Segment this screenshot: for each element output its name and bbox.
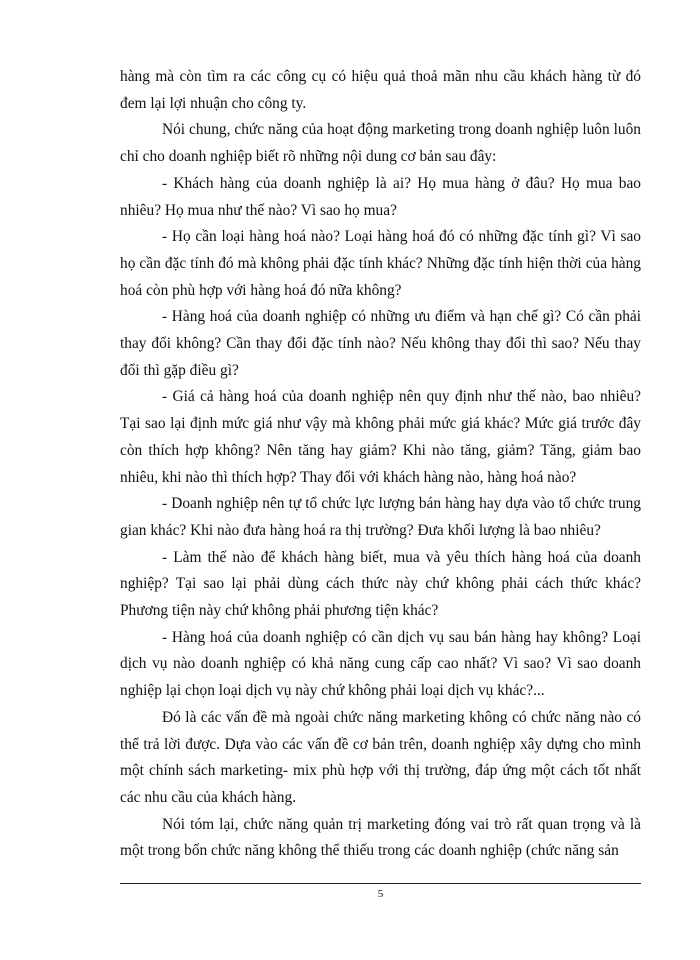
paragraph-question-product-type: - Họ cần loại hàng hoá nào? Loại hàng hoá đó có những đặc tính gì? Vì sao họ cần đặc tính đó mà không phải đặc tính khác? Những đặc tính hiện thời của hàng hoá còn phù hợp với hàng hoá đó nữa không? bbox=[120, 228, 641, 299]
body-text bbox=[120, 64, 641, 865]
paragraph-question-distribution: - Doanh nghiệp nên tự tổ chức lực lượng bán hàng hay dựa vào tổ chức trung gian khác? Khi nào đưa hàng hoá ra thị trường? Đưa khối lượng là bao nhiêu? bbox=[120, 495, 641, 539]
paragraph-question-strengths: - Hàng hoá của doanh nghiệp có những ưu điểm và hạn chế gì? Có cần phải thay đổi không? Cần thay đổi đặc tính nào? Nếu không thay đổi thì sao? Nếu thay đổi thì gặp điều gì? bbox=[120, 308, 641, 379]
paragraph-intro: Nói chung, chức năng của hoạt động marketing trong doanh nghiệp luôn luôn chỉ cho doanh nghiệp biết rõ những nội dung cơ bản sau đây: bbox=[120, 121, 641, 166]
paragraph-marketing-mix: Đó là các vấn đề mà ngoài chức năng marketing không có chức năng nào có thể trả lời được. Dựa vào các vấn đề cơ bản trên, doanh nghiệp xây dựng cho mình một chính sách marketing- mix phù hợp với thị trường, đáp ứng một cách tốt nhất các nhu cầu của khách hàng. bbox=[120, 708, 641, 806]
paragraph-continuation: hàng mà còn tìm ra các công cụ có hiệu quả thoả mãn nhu cầu khách hàng từ đó đem lại lợi nhuận cho công ty. bbox=[120, 68, 641, 112]
paragraph-question-after-sales: - Hàng hoá của doanh nghiệp có cần dịch vụ sau bán hàng hay không? Loại dịch vụ nào doanh nghiệp có khả năng cung cấp cao nhất? Vì sao? Vì sao doanh nghiệp lại chọn loại dịch vụ này chứ không phải loại dịch vụ khác?... bbox=[120, 628, 641, 700]
paragraph-question-promotion: - Làm thế nào để khách hàng biết, mua và yêu thích hàng hoá của doanh nghiệp? Tại sao lại phải dùng cách thức này chứ không phải cách thức khác? Phương tiện này chứ không phải phương tiện khác? bbox=[120, 548, 641, 620]
paragraph-question-customers: - Khách hàng của doanh nghiệp là ai? Họ mua hàng ở đâu? Họ mua bao nhiêu? Họ mua như thế nào? Vì sao họ mua? bbox=[120, 174, 641, 219]
paragraph-question-pricing: - Giá cả hàng hoá của doanh nghiệp nên quy định như thế nào, bao nhiêu? Tại sao lại định mức giá như vậy mà không phải mức giá khác? Mức giá trước đây còn thích hợp không? Nên tăng hay giảm? Khi nào tăng, giảm? Tăng, giảm bao nhiêu, khi nào thì thích hợp? Thay đổi với khách hàng nào, hàng hoá nào? bbox=[120, 388, 641, 486]
page-number: 5 bbox=[377, 888, 384, 900]
paragraph-conclusion: Nói tóm lại, chức năng quản trị marketing đóng vai trò rất quan trọng và là một trong bốn chức năng không thể thiếu trong các doanh nghiệp (chức năng sản bbox=[120, 815, 641, 860]
footer-divider bbox=[120, 883, 641, 884]
